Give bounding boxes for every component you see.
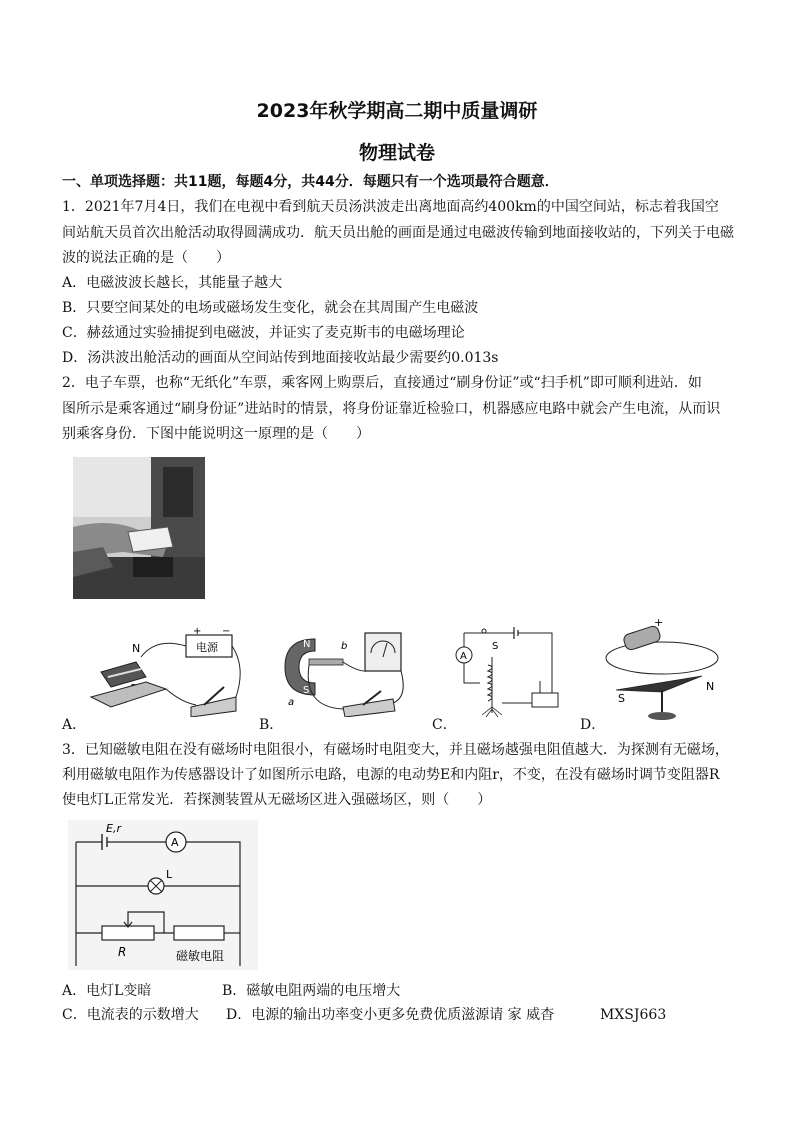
- svg-text:N: N: [132, 642, 141, 655]
- page-subtitle: 物理试卷: [358, 142, 435, 164]
- q2-option-c: C．: [432, 717, 457, 733]
- svg-text:N: N: [706, 680, 715, 693]
- svg-text:a: a: [288, 697, 295, 708]
- q2-line-3: 别乘客身份．下图中能说明这一原理的是（ ）: [62, 426, 370, 442]
- q3-line-2: 利用磁敏电阻作为传感器设计了如图所示电路，电源的电动势E和内阻r，不变，在没有磁场时调节变阻器R: [62, 767, 720, 783]
- q3-line-3: 使电灯L正常发光．若探测装置从无磁场区进入强磁场区，则（ ）: [62, 792, 492, 808]
- q1-option-d: D．汤洪波出舱活动的画面从空间站传到地面接收站最少需要约0.013s: [62, 350, 499, 366]
- q2-option-b: B．: [259, 717, 284, 733]
- section-heading: 一、单项选择题：共11题，每题4分，共44分．每题只有一个选项最符合题意．: [62, 174, 559, 190]
- svg-text:+: +: [654, 618, 664, 629]
- svg-text:S: S: [303, 685, 310, 696]
- q3-circuit: [68, 820, 258, 970]
- svg-text:S: S: [492, 641, 499, 652]
- svg-text:N: N: [303, 639, 311, 650]
- q2-option-d: D．: [580, 717, 606, 733]
- figure-b: [283, 627, 413, 717]
- lamp-label: L: [166, 868, 173, 881]
- sensor-label: 磁敏电阻: [176, 949, 225, 963]
- figure-a: [86, 627, 246, 717]
- page-title: 2023年秋学期高二期中质量调研: [256, 100, 538, 122]
- svg-text:+: +: [193, 627, 202, 637]
- figure-c: [452, 623, 562, 723]
- q3-line-1: 3．已知磁敏电阻在没有磁场时电阻很小，有磁场时电阻变大，并且磁场越强电阻值越大．为探测有无磁场，: [62, 742, 729, 758]
- ammeter-label: A: [171, 836, 179, 849]
- q1-line-3: 波的说法正确的是（ ）: [62, 250, 230, 266]
- q3-option-a: A．电灯L变暗: [62, 983, 152, 999]
- svg-text:S: S: [618, 692, 625, 705]
- q3-option-d: D．电源的输出功率变小更多免费优质滋源请 家 威杳: [226, 1007, 555, 1023]
- rheostat-label: R: [118, 945, 127, 959]
- figure-d: [602, 618, 722, 722]
- q1-option-b: B．只要空间某处的电场或磁场发生变化，就会在其周围产生电磁波: [62, 300, 479, 316]
- svg-text:−: −: [222, 627, 231, 637]
- ticket-gate-photo: [73, 457, 205, 599]
- q3-option-c: C．电流表的示数增大: [62, 1007, 199, 1023]
- svg-text:A: A: [460, 651, 467, 662]
- document-code: MXSJ663: [600, 1007, 667, 1023]
- q1-line-2: 间站航天员首次出舱活动取得圆满成功．航天员出舱的画面是通过电磁波传输到地面接收站的，下列关于电磁: [62, 225, 734, 241]
- source-label: E,r: [106, 822, 121, 835]
- q2-line-2: 图所示是乘客通过“刷身份证”进站时的情景，将身份证靠近检验口，机器感应电路中就会产生电流，从而识: [62, 401, 721, 417]
- q2-line-1: 2．电子车票，也称“无纸化”车票，乘客网上购票后，直接通过“刷身份证”或“扫手机”即可顺利进站．如: [62, 375, 702, 391]
- q1-line-1: 1．2021年7月4日，我们在电视中看到航天员汤洪波走出离地面高约400km的中国空间站，标志着我国空: [62, 199, 719, 215]
- q2-option-a: A．: [62, 717, 87, 733]
- q1-option-c: C．赫兹通过实验捕捉到电磁波，并证实了麦克斯韦的电磁场理论: [62, 325, 465, 341]
- svg-text:b: b: [341, 641, 348, 652]
- q3-option-b: B．磁敏电阻两端的电压增大: [222, 983, 401, 999]
- fig-a-power-label: 电源: [196, 641, 218, 654]
- q1-option-a: A．电磁波波长越长，其能量子越大: [62, 275, 283, 291]
